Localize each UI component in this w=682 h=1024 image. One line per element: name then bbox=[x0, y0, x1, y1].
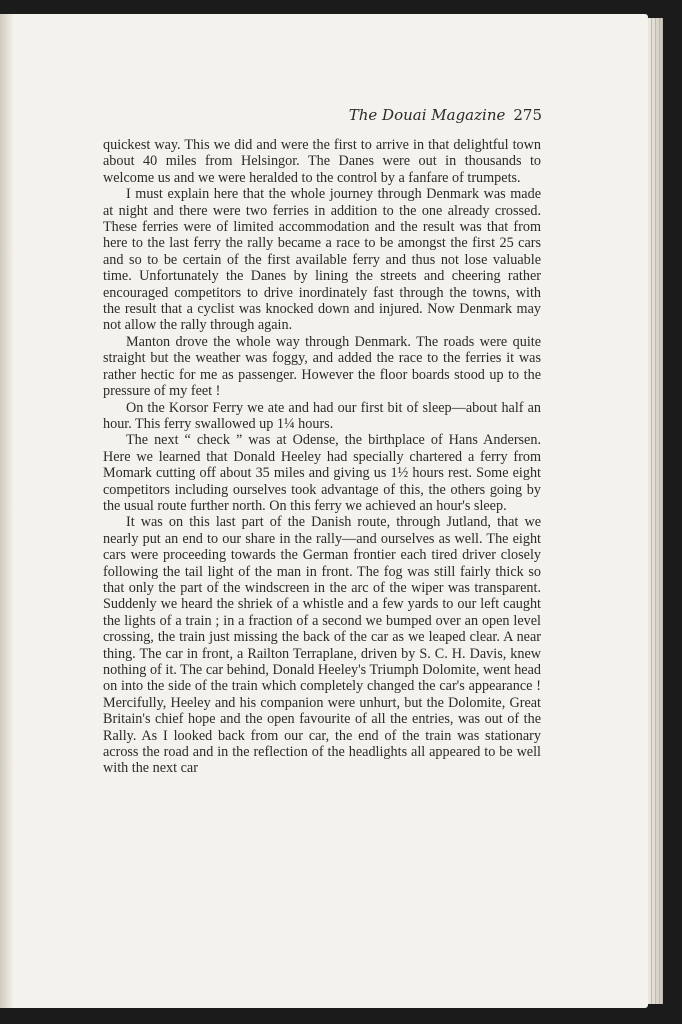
body-text bbox=[103, 137, 541, 777]
binding-gutter bbox=[0, 14, 14, 1008]
paragraph: It was on this last part of the Danish route, through Jutland, that we nearly put an end to our share in the rally—and ourselves as well. The eight cars were proceeding towards the German frontier each tired driver closely following the tail light of the man in front. The fog was still fairly thick so that only the part of the windscreen in the arc of the wiper was transparent. Suddenly we heard the shriek of a whistle and a few yards to our left caught the lights of a train ; in a fraction of a second we bumped over an open level crossing, the train just missing the back of the car as we leaped clear. A near thing. The car in front, a Railton Terraplane, driven by S. C. H. Davis, knew nothing of it. The car behind, Donald Heeley's Triumph Dolomite, went head on into the side of the train which completely changed the car's appearance ! Mercifully, Heeley and his companion were unhurt, but the Dolomite, Great Britain's chief hope and the open favourite of all the entries, was out of the Rally. As I looked back from our car, the end of the train was stationary across the road and in the reflection of the headlights all appeared to be well with the next car bbox=[103, 514, 541, 777]
paragraph: The next “ check ” was at Odense, the birthplace of Hans Andersen. Here we learned that Donald Heeley had specially chartered a ferry from Momark cutting off about 35 miles and giving us 1½ hours rest. Some eight competitors including ourselves took advantage of this, the others going by the usual route further north. On this ferry we achieved an hour's sleep. bbox=[103, 432, 541, 514]
paragraph: On the Korsor Ferry we ate and had our first bit of sleep—about half an hour. This ferry swallowed up 1¼ hours. bbox=[103, 399, 541, 432]
paragraph: quickest way. This we did and were the first to arrive in that delightful town about 40 miles from Helsingor. The Danes were out in thousands to welcome us and we were heralded to the control by a fanfare of trumpets. bbox=[103, 137, 541, 186]
running-head bbox=[349, 106, 542, 124]
paragraph: Manton drove the whole way through Denmark. The roads were quite straight but the weather was foggy, and added the race to the ferries it was rather hectic for me as passenger. However the floor boards stood up to the pressure of my feet ! bbox=[103, 333, 541, 400]
paragraph: I must explain here that the whole journey through Denmark was made at night and there were two ferries in addition to the one already crossed. These ferries were of limited accommodation and the result was that from here to the last ferry the rally became a race to be amongst the first 25 cars and so to be certain of the first available ferry and thus not lose valuable time. Unfortunately the Danes by lining the streets and cheering rather encouraged competitors to drive inordinately fast through the towns, with the result that a cyclist was knocked down and injured. Now Denmark may not allow the rally through again. bbox=[103, 186, 541, 334]
journal-title: The Douai Magazine bbox=[348, 106, 506, 124]
page-edge bbox=[660, 18, 663, 1004]
page-number: 275 bbox=[513, 106, 542, 124]
